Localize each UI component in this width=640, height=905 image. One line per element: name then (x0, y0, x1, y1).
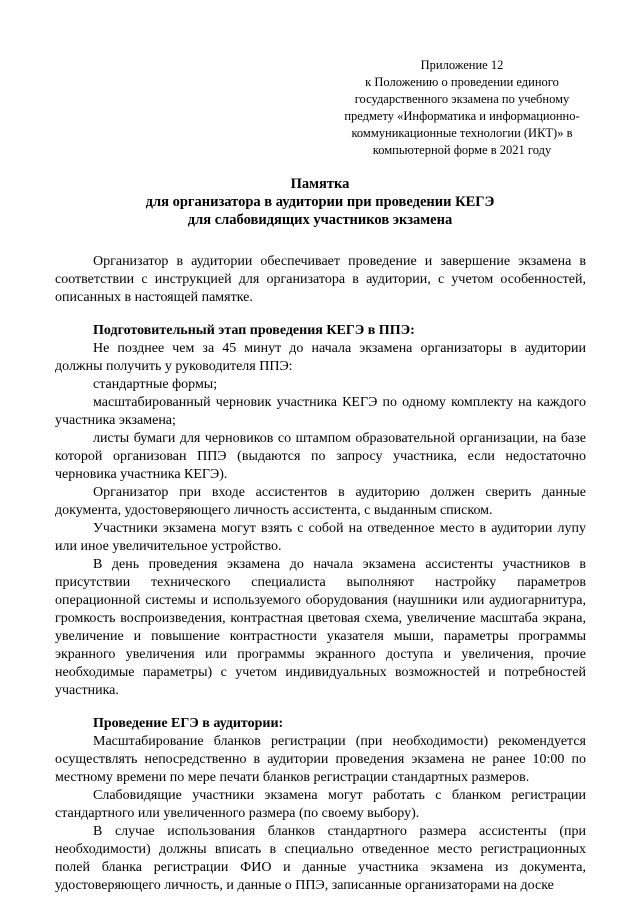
section-heading-preparation: Подготовительный этап проведения КЕГЭ в ППЭ: (93, 323, 415, 338)
paragraph: Организатор в аудитории обеспечивает проведение и завершение экзамена в соответствии с инструкцией для организатора в аудитории, с учетом особенностей, описанных в настоящей памятке. (55, 254, 586, 305)
annex-line: государственного экзамена по учебному (354, 92, 570, 106)
paragraph: Участники экзамена могут взять с собой на отведенное место в аудитории лупу или иное увеличительное устройство. (55, 521, 586, 554)
paragraph: листы бумаги для черновиков со штампом образовательной организации, на базе которой организован ППЭ (выдаются по запросу участника, если недостаточно черновика участника КЕГЭ). (55, 431, 586, 482)
annex-line: Приложение 12 (420, 58, 504, 72)
document-body (55, 253, 586, 895)
paragraph: Масштабирование бланков регистрации (при необходимости) рекомендуется осуществлять непосредственно в аудитории проведения экзамена не ранее 10:00 по местному времени по мере печати бланков регистрации стандартных размеров. (55, 734, 586, 785)
paragraph: Слабовидящие участники экзамена могут работать с бланком регистрации стандартного или увеличенного размера (по своему выбору). (55, 788, 586, 821)
paragraph: В день проведения экзамена до начала экзамена ассистенты участников в присутствии технического специалиста выполняют настройку параметров операционной системы и используемого оборудования (наушники или аудиогарнитура, громкость воспроизведения, контрастная цветовая схема, увеличение масштаба экрана, увеличение и повышение контрастности указателя мыши, параметры программы экранного увеличения или программы экранного доступа и увеличения, прочие необходимые параметры) с учетом индивидуальных возможностей и потребностей участника. (55, 557, 586, 698)
paragraph: В случае использования бланков стандартного размера ассистенты (при необходимости) должны вписать в специально отведенное место регистрационных полей бланка регистрации ФИО и данные участника экзамена из документа, удостоверяющего личность, и данные о ППЭ, записанные организаторами на доске (55, 824, 586, 893)
paragraph: Не позднее чем за 45 минут до начала экзамена организаторы в аудитории должны получить у руководителя ППЭ: (55, 341, 586, 374)
paragraph: стандартные формы; (93, 377, 218, 392)
annex-line: предмету «Информатика и информационно- (344, 109, 580, 123)
section-heading-conduct: Проведение ЕГЭ в аудитории: (93, 716, 284, 731)
document-title (0, 175, 640, 229)
annex-reference-block (336, 57, 588, 159)
annex-line: к Положению о проведении единого (365, 75, 559, 89)
title-line: для организатора в аудитории при проведении КЕГЭ (145, 194, 495, 210)
paragraph: Организатор при входе ассистентов в аудиторию должен сверить данные документа, удостоверяющего личность ассистента, с выданным списком. (55, 485, 586, 518)
paragraph: масштабированный черновик участника КЕГЭ по одному комплекту на каждого участника экзамена; (55, 395, 586, 428)
annex-line: коммуникационные технологии (ИКТ)» в (351, 126, 573, 140)
title-line: Памятка (290, 176, 350, 192)
title-line: для слабовидящих участников экзамена (187, 212, 453, 228)
annex-line: компьютерной форме в 2021 году (372, 143, 552, 157)
